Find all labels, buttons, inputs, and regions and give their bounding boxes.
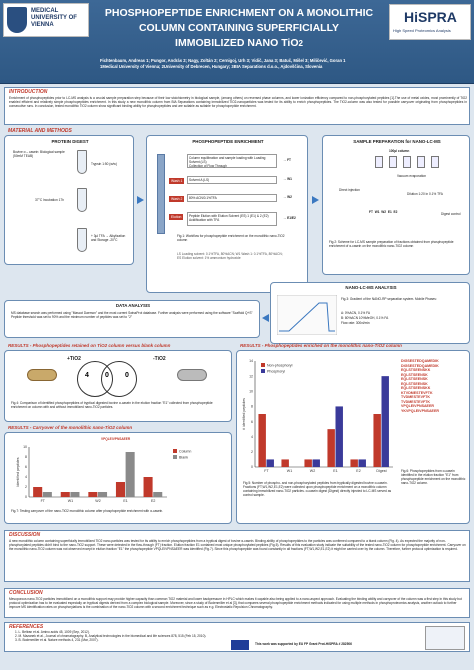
y-tick-label: 2: [25, 485, 27, 490]
y-tick-label: 4: [251, 434, 253, 439]
data-analysis-text: MS database search was performed using "Mascot Daemon" and the most current SwissProt database. Further analysis were performed using the software "Scaffold Q+S" Peptide threshold was set to 90% and the minimum number of peptides was set to "2": [11, 311, 253, 319]
references-section: [4, 622, 470, 652]
venn-circle-right: [101, 361, 137, 397]
results-venn-box: [4, 343, 232, 422]
column-icon: [27, 369, 57, 381]
y-axis-label: Identified peptides: [16, 457, 20, 487]
list-item: TVDMESTEVFTK: [401, 395, 430, 399]
w1-label: → W1: [283, 177, 292, 181]
partner-logo: [425, 626, 465, 650]
venn-left-label: +TiO2: [67, 356, 81, 362]
tube-icon: [375, 156, 383, 168]
university-logo: [3, 3, 89, 37]
methods-heading: MATERIAL AND METHODS: [8, 128, 72, 134]
legend-swatch: [261, 363, 265, 367]
bar: [281, 459, 288, 467]
x-tick-label: E1: [333, 469, 338, 473]
tube-icon: [389, 156, 397, 168]
bar: [313, 459, 320, 467]
list-item: EQLSTSEENSKK: [401, 368, 431, 372]
bar: [382, 376, 389, 467]
hispra-name: HiSPRA: [404, 9, 457, 25]
bar: [126, 452, 135, 497]
y-axis-label: # identified peptides: [242, 398, 246, 430]
prep-direct: Direct injection: [339, 188, 360, 192]
prep-fraction-labels: FT W1 W2 E1 E2: [369, 210, 398, 214]
x-tick-label: Digest: [376, 469, 387, 473]
tube-icon: [77, 150, 87, 174]
results-enriched-heading: RESULTS - Phosphopeptides enriched on the monolithic nano-TiO2 column: [240, 343, 402, 348]
x-tick-label: FT: [40, 499, 45, 503]
bar: [359, 459, 366, 467]
flow-rate: Flow rate: 300nl/min: [341, 321, 370, 325]
step-4: Peptide Elution with Elution Solvent (ES) 1 (E1) & 2 (E2) Acidification with TFA: [187, 212, 277, 226]
step-2: Solvent A (LS): [187, 176, 277, 184]
bar: [327, 429, 334, 467]
sample-prep-box: [322, 135, 470, 275]
introduction-heading: INTRODUCTION: [9, 89, 48, 95]
conclusion-section: [4, 588, 470, 618]
fig6-caption: Fig.6: Phosphopeptides from α-casein identified in the elution fraction "E1" from phosphopeptide enrichment on the monolithic nano-TiO2 column.: [401, 469, 466, 485]
bar: [258, 414, 265, 467]
reference-item: 1. L. Beltran et al. Amino acids 45, 1009 (Sep, 2012).: [15, 630, 90, 634]
mobile-b: B: 80%ACN 10%MeOH, 0.1% FA: [341, 316, 389, 320]
tfa-step: + 3µl TFA → Alkylization and Storage -20°C: [91, 234, 126, 242]
poster-title: [92, 6, 386, 51]
y-tick-label: 14: [249, 359, 253, 364]
bar: [70, 492, 79, 497]
y-tick-label: 4: [25, 475, 27, 480]
bar: [33, 487, 42, 497]
sample-prep-title: SAMPLE PREPARATION for NANO-LC-MS: [353, 139, 441, 144]
arrow-icon: [312, 196, 319, 204]
reference-item: 3. B. Bodenmiller et al. Nature methods 4, 231 (Mar, 2007).: [15, 638, 99, 642]
nano-lc-title: NANO-LC-MS ANALYSIS: [345, 285, 397, 290]
prep-amount: 100µl column: [389, 149, 410, 153]
fig4-caption: Fig.4: Comparison of identified phosphopeptides of tryptical digested bovine α-casein in the elution fraction "E1" collected from phosphopeptide enrichment on column with and without immobilized nano-TiO2 particles.: [11, 401, 213, 409]
hispra-sub: High Speed Proteomics Analysis: [393, 28, 451, 33]
header: [0, 0, 474, 84]
bar: [350, 459, 357, 467]
prep-vacuum: Vacuum evaporation: [397, 174, 426, 178]
venn-right-label: -TiO2: [153, 356, 166, 362]
introduction-text: Enrichment of phosphopeptides prior to LC-MS analysis is a crucial sample preparation step because of their low stoichiometry in biological sample, (among others) on reversed phase columns, and lower ionization efficiency compared to non-phosphorylated peptides [1].The use of metal oxides, most prominently of TiO2 enabled efficient and relatively simple phosphopeptides enrichment. In this study a new monolithic column from BIA Separations containing immobilized TiO2-nanoparticles was tested for its ability to enrich phosphopeptides. The TiO2-column was also tested for possible carryover originating from phosphopeptides in consecutive runs. In conclusion, tested monolithic TiO2 column show significant binding ability for phosphopeptides and are suitable as suitable for phosphopeptide enrichment.: [9, 96, 467, 108]
carryover-box: [4, 425, 232, 524]
wash2-label: Wash 2: [171, 197, 183, 201]
list-item: DIGSESTEDQAMEDIK: [401, 363, 439, 368]
carryover-chart: [15, 443, 215, 505]
hispra-logo: [389, 4, 471, 40]
x-tick-label: E2: [150, 499, 156, 503]
references-list: [15, 630, 245, 642]
column-icon: [177, 369, 207, 381]
y-tick-label: 0: [251, 465, 253, 470]
peptide-list: [401, 359, 467, 413]
x-tick-label: FT: [264, 469, 269, 473]
phospho-enrichment-box: [146, 135, 308, 293]
references-heading: REFERENCES: [9, 624, 44, 630]
y-tick-label: 10: [23, 445, 27, 450]
carryover-heading: RESULTS - Carryover of the monolithic nano-TiO2 column: [8, 425, 133, 430]
x-tick-label: W1: [286, 469, 293, 473]
affiliation-list: 1Medical University of Vienna; 2University of Debrecen, Hungary; 3BIA Separations d.o.o., Ajdovščina, Slovenia: [100, 64, 323, 69]
list-item: YKVPQLEIVPNSAEER: [401, 408, 439, 413]
y-tick-label: 12: [249, 374, 253, 379]
e-label: → E1/E2: [283, 216, 296, 220]
tube-icon: [77, 228, 87, 252]
reference-item: 2. M. Mazanek et al., Journal of chromatography. B, Analytical technologies in the biomedical and life sciences 878, 515 (Feb 15, 2010).: [15, 634, 207, 638]
y-tick-label: 8: [25, 455, 27, 460]
carryover-peptide-label: VPQLEIVPNSAEER: [101, 437, 131, 441]
y-tick-label: 6: [25, 465, 27, 470]
venn-mid-count: 0: [105, 372, 109, 379]
list-item: EQLSTSEENSKK: [401, 386, 431, 390]
title-line-1: PHOSPHOPEPTIDE ENRICHMENT ON A MONOLITHIC: [104, 7, 374, 19]
phospho-enrichment-title: PHOSPHOPEPTIDE ENRICHMENT: [192, 139, 264, 144]
legend-swatch: [173, 449, 177, 453]
bar: [373, 414, 380, 467]
bar: [61, 492, 70, 497]
prep-dilution: Dilution 1:20 in 0.1% TFA: [407, 192, 443, 196]
venn-right-count: 0: [125, 372, 129, 379]
prep-digest: Digest control: [441, 212, 461, 216]
arrow-icon: [262, 314, 269, 322]
fig1-caption: Fig.1: Workflow for phosphopeptide enrichment on the monolithic nano-TiO2 column: [177, 234, 285, 242]
bar: [153, 492, 162, 497]
fig3-caption: Fig.3: Gradient of the NANO-RP separation system. Mobile Phases:: [341, 297, 437, 301]
list-item: DIGSESTEDQAMEDIK: [401, 359, 439, 363]
tube-icon: [77, 188, 87, 212]
fig2-caption: Fig.2: Scheme for LC-MS sample preparation of fractions obtained from phosphopeptide enrichment of α-casein on the monolithic nano-TiO2 column: [329, 240, 454, 248]
discussion-text: A new monolithic column containing superficially immobilized TiO2 nano-particles was tested for its ability to enrich phosphopeptides from a tryptical digest of bovine α-casein. Binding ability of phosphopeptides to the particles was confirmed compared to a blank column (Fig. 4). As expected the majority of non-phosphorylated peptides didn't bind to the nano-TiO2 support. These were detected in the flow-through (FT) fraction. Elution fraction E1 contained most unique phosphorylated peptides (Fig.5). Results of this evaluation study indicate the suitability of the tested nano-TiO2 column for phosphopeptide enrichment. Carryover on the monolithic nano-TiO2 column was not observed except in elution fraction "E1" the phosphopeptide VPQLEIVPNSAEER was identified (Fig.7). Since this phosphopeptide was found constantly in all fractions (FT,W1,W2,E1,E2) it might be carried over by the column. Therefore, further protocol optimization is required.: [9, 539, 466, 551]
results-venn-heading: RESULTS - Phosphopeptides retained on TiO2 column versus blank column: [8, 343, 171, 348]
eu-flag-icon: [231, 640, 249, 650]
x-tick-label: E1: [123, 499, 128, 503]
y-tick-label: 10: [249, 389, 253, 394]
results-enriched-box: [236, 343, 470, 524]
fig7-caption: Fig.7: Testing carryover of the nano-TiO2 monolithic column after phosphopeptide enrichment with α-casein.: [11, 509, 164, 513]
bar: [88, 492, 97, 497]
data-analysis-title: DATA ANALYSIS: [115, 303, 151, 308]
title-line-3: IMMOBILIZED NANO TiO2: [175, 37, 303, 49]
y-tick-label: 8: [251, 404, 253, 409]
list-item: EQLSTSEENSK: [401, 372, 428, 377]
y-tick-label: 0: [25, 495, 27, 500]
bovine-sample: Bovine α – casein: Biological sample (50mM TEAB): [13, 150, 65, 158]
legend-label: Phosphoryl: [267, 369, 285, 374]
bar: [98, 492, 107, 497]
elution-label: Elution: [171, 215, 182, 219]
data-analysis-box: [4, 300, 260, 338]
x-tick-label: W1: [67, 499, 74, 503]
tube-icon: [403, 156, 411, 168]
arrow-icon: [137, 196, 144, 204]
y-tick-label: 2: [251, 450, 253, 455]
bar: [267, 459, 274, 467]
author-list: Fichtenbaum, Andreas 1; Pungor, András 2; Nagy, Zoltán 2; Cernigoj, Urh 3; Vidič, Jana 3; Batuč, Mišel 3; Miličević, Goran 1: [100, 58, 346, 63]
conclusion-heading: CONCLUSION: [9, 590, 43, 596]
list-item: EQLSTSEENSK: [401, 381, 428, 386]
discussion-heading: DISCUSSION: [9, 532, 41, 538]
venn-left-count: 4: [85, 372, 89, 379]
mobile-a: A: 0%ACN, 0.1% FA: [341, 311, 371, 315]
legend-swatch: [173, 455, 177, 459]
legend-label: Blank: [179, 455, 188, 460]
x-tick-label: W2: [309, 469, 316, 473]
introduction-section: [4, 87, 470, 125]
column-icon: [157, 154, 165, 234]
w2-label: → W2: [283, 195, 292, 199]
nano-lc-box: [270, 282, 470, 344]
fig5-caption: Fig.5: Number of phospho- and non-phosphorylated peptides from tryptically digested bovine α-casein. Fractions (FT,W1,W2,E1,E2) were collected upon phosphopeptide enrichment on a monolithic column containing immobilized nano-TiO2 particles. α-casein digest (Digest) directly injected to LC-MS served as control sample.: [243, 481, 392, 497]
solvents-text: LS Loading solvent: 0.1%TFA, 80%ACN; W1 Wash 1: 0.1%TFA, 80%ACN; ES Elution solvent: 1% ammonium hydroxide: [177, 252, 283, 260]
conclusion-text: Mesoporous nano-TiO2 particles immobilized on a monolithic support may provide higher capacity than common TiO2 material and lower backpressure in HPLC which makes it capable also being applied to a nano-aspect approach. Evaluating the binding ability and carryover of the column was a first step in this study but protocol optimization has to be evaluated especially on tryptical digests derived from a complex biological sample. Moreover, since a study of Bodenmiller et al [3], that compares several phosphopeptide enrichment methods indicated for using multiple methods in phosphoproteomics analysis, another outlook to further improve MS identification rates on phosphorylations is the combination of the nano-TiO2 column with a second enrichment technique such as e.g. Electrostatic Repulsion Chromatography.: [9, 597, 462, 609]
discussion-section: [4, 530, 470, 582]
gradient-chart: [277, 295, 337, 335]
fraction-tubes: [375, 156, 445, 170]
ft-label: → FT: [283, 158, 291, 162]
bar: [116, 482, 125, 497]
tube-icon: [431, 156, 439, 168]
list-item: TVDMESTEVFTK: [401, 399, 430, 404]
y-tick-label: 6: [251, 419, 253, 424]
bar: [43, 492, 52, 497]
protein-digest-title: PROTEIN DIGEST: [51, 139, 89, 144]
step-3: 80% ACN/0.1%TFA: [187, 194, 277, 202]
title-line-2: COLUMN CONTAINING SUPERFICIALLY: [138, 22, 340, 34]
x-tick-label: E2: [356, 469, 361, 473]
tube-icon: [417, 156, 425, 168]
funding-text: This work was supported by EU FP Grant Prot-HiSPRA # 282506: [255, 642, 352, 646]
legend-swatch: [261, 369, 265, 373]
list-item: KTVDMESTEVFTK: [401, 390, 433, 395]
authors: [100, 58, 470, 70]
legend-label: Non-phosphoryl: [267, 363, 293, 368]
x-tick-label: W2: [95, 499, 101, 503]
incubation-step: 37°C Incubation 17h: [35, 198, 64, 202]
bar: [336, 406, 343, 467]
bar: [304, 459, 311, 467]
step-1: Column equilibration and sample loading with Loading Solvent (LS) Collection of Flow Through: [187, 154, 277, 168]
list-item: EQLSTSEENSK: [401, 377, 428, 381]
legend-label: Column: [179, 449, 192, 454]
wash1-label: Wash 1: [171, 179, 183, 183]
list-item: VPQLEIVPNSAEER: [401, 404, 434, 408]
bar: [144, 477, 153, 497]
fractions-chart: [241, 357, 397, 477]
university-name: MEDICAL UNIVERSITY OF VIENNA: [31, 8, 77, 28]
crest-icon: [7, 7, 27, 33]
trypsin-step: Trypsin 1:50 (w/w): [91, 162, 117, 166]
protein-digest-box: [4, 135, 134, 265]
